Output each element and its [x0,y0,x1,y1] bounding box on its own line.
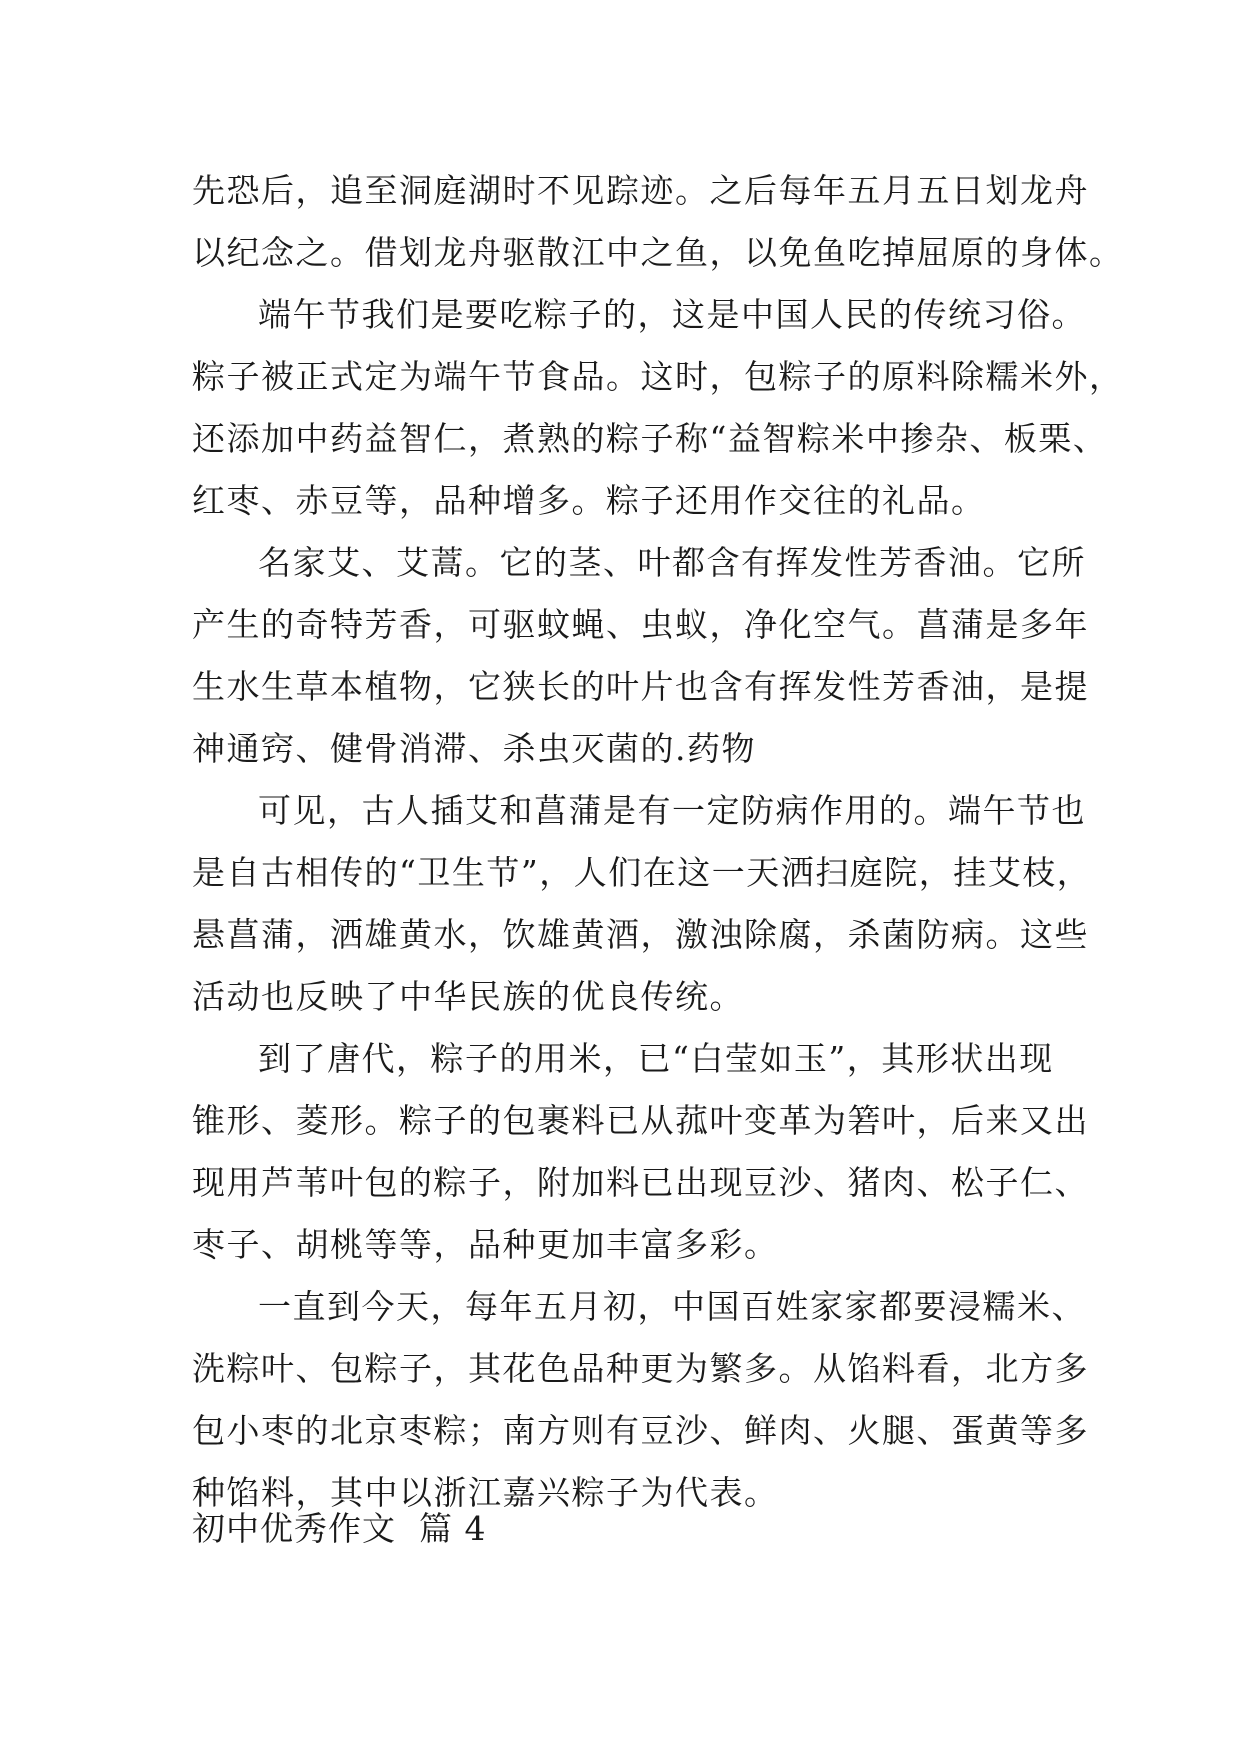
paragraph-line: 红枣、赤豆等，品种增多。粽子还用作交往的礼品。 [192,481,986,520]
paragraph-line: 产生的奇特芳香，可驱蚊蝇、虫蚁，净化空气。菖蒲是多年 [192,605,1089,644]
paragraph-line: 粽子被正式定为端午节食品。这时，包粽子的原料除糯米外， [192,357,1124,396]
paragraph-line: 悬菖蒲，洒雄黄水，饮雄黄酒，激浊除腐，杀菌防病。这些 [192,915,1089,954]
paragraph-line: 端午节我们是要吃粽子的，这是中国人民的传统习俗。 [258,295,1086,334]
paragraph-line: 生水生草本植物，它狭长的叶片也含有挥发性芳香油，是提 [192,667,1089,706]
paragraph-line: 锥形、菱形。粽子的包裹料已从菰叶变革为箬叶，后来又出 [192,1101,1089,1140]
paragraph-line: 名家艾、艾蒿。它的茎、叶都含有挥发性芳香油。它所 [258,543,1086,582]
paragraph-line: 还添加中药益智仁，煮熟的粽子称“益智粽米中掺杂、板栗、 [192,419,1108,458]
paragraph-line: 到了唐代，粽子的用米，已“白莹如玉”，其形状出现 [258,1039,1054,1078]
paragraph-line: 可见，古人插艾和菖蒲是有一定防病作用的。端午节也 [258,791,1086,830]
paragraph-line: 以纪念之。借划龙舟驱散江中之鱼，以免鱼吃掉屈原的身体。 [192,233,1124,272]
paragraph-line: 一直到今天，每年五月初，中国百姓家家都要浸糯米、 [258,1287,1086,1326]
paragraph-line: 种馅料，其中以浙江嘉兴粽子为代表。 [192,1473,779,1512]
paragraph-line: 先恐后，追至洞庭湖时不见踪迹。之后每年五月五日划龙舟 [192,171,1089,210]
paragraph-line: 神通窍、健骨消滞、杀虫灭菌的.药物 [192,729,756,768]
article-body [192,160,1124,1524]
paragraph-line: 现用芦苇叶包的粽子，附加料已出现豆沙、猪肉、松子仁、 [192,1163,1089,1202]
paragraph-line: 洗粽叶、包粽子，其花色品种更为繁多。从馅料看，北方多 [192,1349,1089,1388]
paragraph-line: 包小枣的北京枣粽；南方则有豆沙、鲜肉、火腿、蛋黄等多 [192,1411,1089,1450]
paragraph-line: 活动也反映了中华民族的优良传统。 [192,977,744,1016]
paragraph-line: 是自古相传的“卫生节”，人们在这一天洒扫庭院，挂艾枝， [192,853,1092,892]
paragraph-line: 枣子、胡桃等等，品种更加丰富多彩。 [192,1225,779,1264]
section-heading: 初中优秀作文 篇 4 [192,1509,487,1548]
